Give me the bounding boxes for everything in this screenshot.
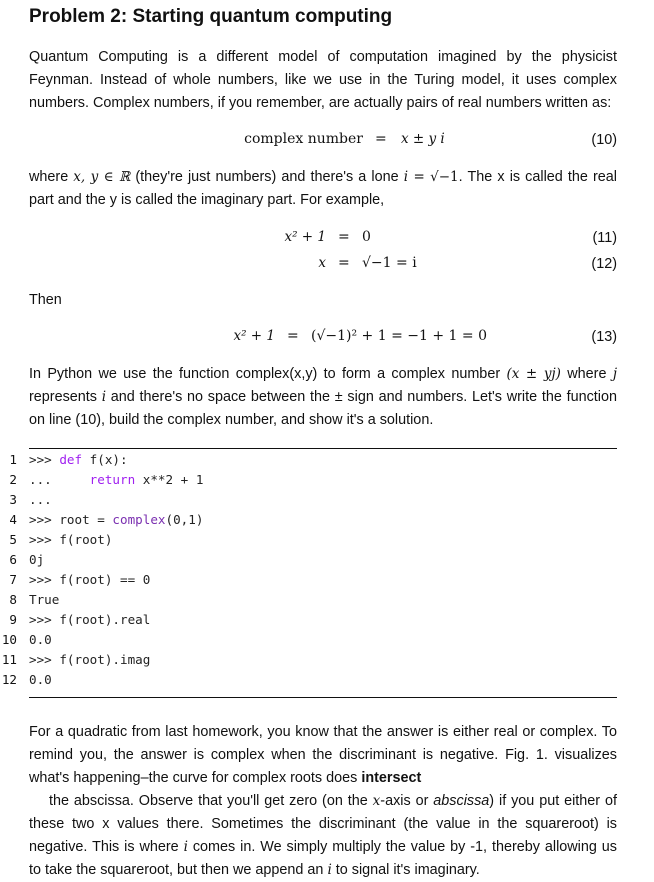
eq10-number: (10) xyxy=(591,132,617,148)
code-line xyxy=(0,632,654,652)
eq13-rel: = xyxy=(287,328,299,344)
code-top-rule xyxy=(29,448,617,449)
quad-math-2: i xyxy=(183,839,188,855)
quad-text-f: to signal it's imaginary. xyxy=(331,862,480,878)
code-line-text: ... return x**2 + 1 xyxy=(29,472,204,487)
eq10-rel: = xyxy=(375,131,387,147)
code-line xyxy=(0,552,654,572)
code-line-text: >>> def f(x): xyxy=(29,452,128,467)
equation-11 xyxy=(29,229,617,251)
eq10-rhs: x ± y i xyxy=(401,131,445,147)
code-line-text: 0.0 xyxy=(29,632,52,647)
code-line xyxy=(0,512,654,532)
code-line-text: True xyxy=(29,592,60,607)
python-text-c: represents xyxy=(29,389,102,405)
code-line-text: 0j xyxy=(29,552,45,567)
eq12-number: (12) xyxy=(591,256,617,272)
eq12-rhs: √−1 = i xyxy=(362,255,417,271)
code-line xyxy=(0,592,654,612)
quad-italic: abscissa xyxy=(433,793,490,809)
code-line-number: 3 xyxy=(9,492,17,507)
code-line-text: >>> f(root) == 0 xyxy=(29,572,151,587)
code-line xyxy=(0,652,654,672)
then-text: Then xyxy=(29,292,62,308)
code-line xyxy=(0,472,654,492)
python-text-b: where xyxy=(560,366,613,382)
eq13-rhs: (√−1)² + 1 = −1 + 1 = 0 xyxy=(311,328,487,344)
python-text-d: and there's no space between the ± sign and numbers. Let's write the function on line (10), build the complex number, and show it's a solution. xyxy=(29,389,617,428)
code-line-text: >>> f(root) xyxy=(29,532,113,547)
code-line-number: 5 xyxy=(9,532,17,547)
quad-math-3: i xyxy=(327,862,332,878)
where-post: . The x is called the real part and the y is called the imaginary part. For example, xyxy=(29,169,617,208)
quad-text-c: -axis or xyxy=(380,793,434,809)
code-line-text: >>> f(root).imag xyxy=(29,652,151,667)
quad-bold: intersect xyxy=(361,770,422,786)
code-line-number: 12 xyxy=(1,672,17,687)
code-line xyxy=(0,452,654,472)
quad-text-e: comes in. We simply multiply the value by -1, thereby allowing us to take the squareroot, but then we append an xyxy=(29,839,617,878)
code-line-text: >>> root = complex(0,1) xyxy=(29,512,204,527)
python-math-2: j xyxy=(612,366,617,382)
eq11-lhs: x² + 1 xyxy=(284,229,326,245)
where-pre: where xyxy=(29,169,74,185)
code-line-text: ... xyxy=(29,492,52,507)
equation-13 xyxy=(29,328,617,350)
where-paragraph xyxy=(29,166,617,212)
code-line-text: 0.0 xyxy=(29,672,52,687)
code-line-text: >>> f(root).real xyxy=(29,612,151,627)
where-eq: = √−1 xyxy=(408,169,459,185)
where-i: i xyxy=(403,169,409,185)
quad-text-a: For a quadratic from last homework, you know that the answer is either real or complex. To remind you, the answer is complex when the discriminant is negative. Fig. 1. visualizes what's happening–the curve for complex roots does xyxy=(29,724,617,786)
quad-text-d: ) if you put either of these two x values there. Sometimes the discriminant (the value in the squareroot) is negative. This is where xyxy=(29,793,618,855)
where-mid: (they're just numbers) and there's a lone xyxy=(130,169,404,185)
equation-12 xyxy=(29,255,617,277)
eq10-lhs: complex number xyxy=(244,131,363,147)
code-line xyxy=(0,672,654,692)
quad-text-b: the abscissa. Observe that you'll get zero (on the xyxy=(49,793,373,809)
intro-paragraph: Quantum Computing is a different model of computation imagined by the physicist Feynman. Instead of whole numbers, like we use in the Turing model, it uses complex numbers. Complex numbers, if you remember, are actually pairs of real numbers written as: xyxy=(29,49,617,111)
code-line-number: 1 xyxy=(9,452,17,467)
code-line-number: 9 xyxy=(9,612,17,627)
code-line xyxy=(0,572,654,592)
equation-10 xyxy=(29,131,617,153)
where-math: x, y ∈ ℝ xyxy=(73,169,131,185)
code-line-number: 11 xyxy=(1,652,17,667)
code-line xyxy=(0,612,654,632)
python-paragraph xyxy=(29,363,617,432)
quadratic-paragraph xyxy=(29,721,617,882)
eq13-lhs: x² + 1 xyxy=(233,328,275,344)
eq12-rel: = xyxy=(338,255,350,271)
eq11-rel: = xyxy=(338,229,350,245)
quad-math-1: x xyxy=(372,793,381,809)
code-bottom-rule xyxy=(29,697,617,698)
python-math-3: i xyxy=(101,389,107,405)
code-line-number: 6 xyxy=(9,552,17,567)
python-math-1: (x ± yj) xyxy=(506,366,561,382)
code-line-number: 7 xyxy=(9,572,17,587)
code-line-number: 4 xyxy=(9,512,17,527)
eq12-lhs: x xyxy=(318,255,326,271)
eq11-number: (11) xyxy=(592,230,617,246)
page-title: Problem 2: Starting quantum computing xyxy=(29,6,393,27)
code-line-number: 8 xyxy=(9,592,17,607)
code-line xyxy=(0,532,654,552)
code-line xyxy=(0,492,654,512)
code-line-number: 2 xyxy=(9,472,17,487)
eq13-number: (13) xyxy=(591,329,617,345)
code-line-number: 10 xyxy=(1,632,17,647)
eq11-rhs: 0 xyxy=(362,229,371,245)
python-text-a: In Python we use the function complex(x,y) to form a complex number xyxy=(29,366,507,382)
